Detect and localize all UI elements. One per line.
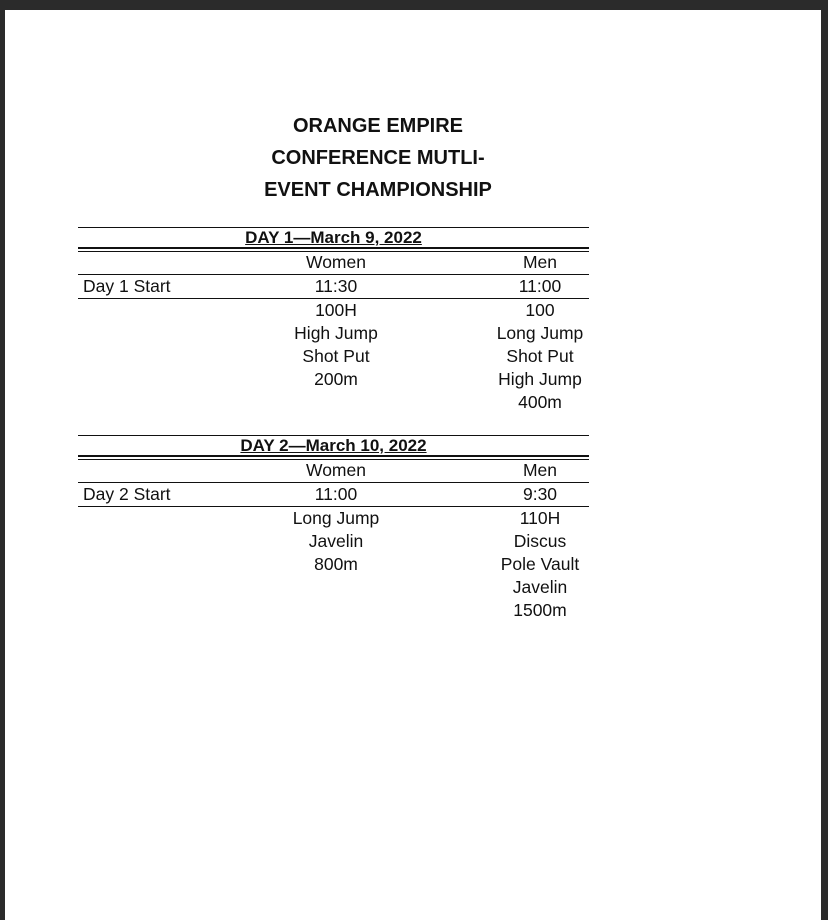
day2-women-start: 11:00 (314, 484, 358, 504)
list-item: Shot Put (302, 346, 370, 366)
list-item: 100 (525, 300, 555, 320)
day1-women-events (261, 299, 411, 391)
day1-women-header: Women (306, 252, 366, 272)
list-item: Pole Vault (500, 554, 580, 574)
day2-men-header: Men (522, 460, 558, 480)
day2-heading-rule (78, 455, 589, 457)
day1-men-start: 11:00 (518, 276, 562, 296)
list-item: High Jump (294, 323, 378, 343)
day1-schedule-table (78, 225, 589, 425)
list-item: High Jump (498, 369, 582, 389)
list-item: 100H (315, 300, 357, 320)
day2-men-start: 9:30 (522, 484, 558, 504)
title-line-3: EVENT CHAMPIONSHIP (264, 179, 492, 201)
day1-heading: DAY 1—March 9, 2022 (245, 228, 422, 247)
document-page (5, 10, 821, 920)
list-item: Javelin (308, 531, 364, 551)
title-line-2: CONFERENCE MUTLI- (271, 147, 485, 169)
list-item: Shot Put (506, 346, 574, 366)
day2-heading: DAY 2—March 10, 2022 (240, 436, 427, 455)
list-item: 1500m (513, 600, 567, 620)
list-item: 200m (314, 369, 358, 389)
day2-women-header: Women (306, 460, 366, 480)
day1-men-header: Men (522, 252, 558, 272)
day2-women-events (261, 507, 411, 576)
list-item: 110H (519, 508, 561, 528)
day1-start-label: Day 1 Start (83, 276, 171, 296)
day1-men-events (465, 299, 615, 414)
list-item: Long Jump (496, 323, 584, 343)
title-line-1: ORANGE EMPIRE (292, 115, 464, 137)
day2-start-label: Day 2 Start (83, 484, 171, 504)
list-item: 400m (518, 392, 562, 412)
day1-heading-rule (78, 247, 589, 249)
list-item: Javelin (512, 577, 568, 597)
list-item: Discus (513, 531, 567, 551)
list-item: Long Jump (292, 508, 380, 528)
document-title (5, 110, 751, 206)
day1-women-start: 11:30 (314, 276, 358, 296)
day2-men-events (465, 507, 615, 622)
list-item: 800m (314, 554, 358, 574)
day2-schedule-table (78, 433, 589, 633)
